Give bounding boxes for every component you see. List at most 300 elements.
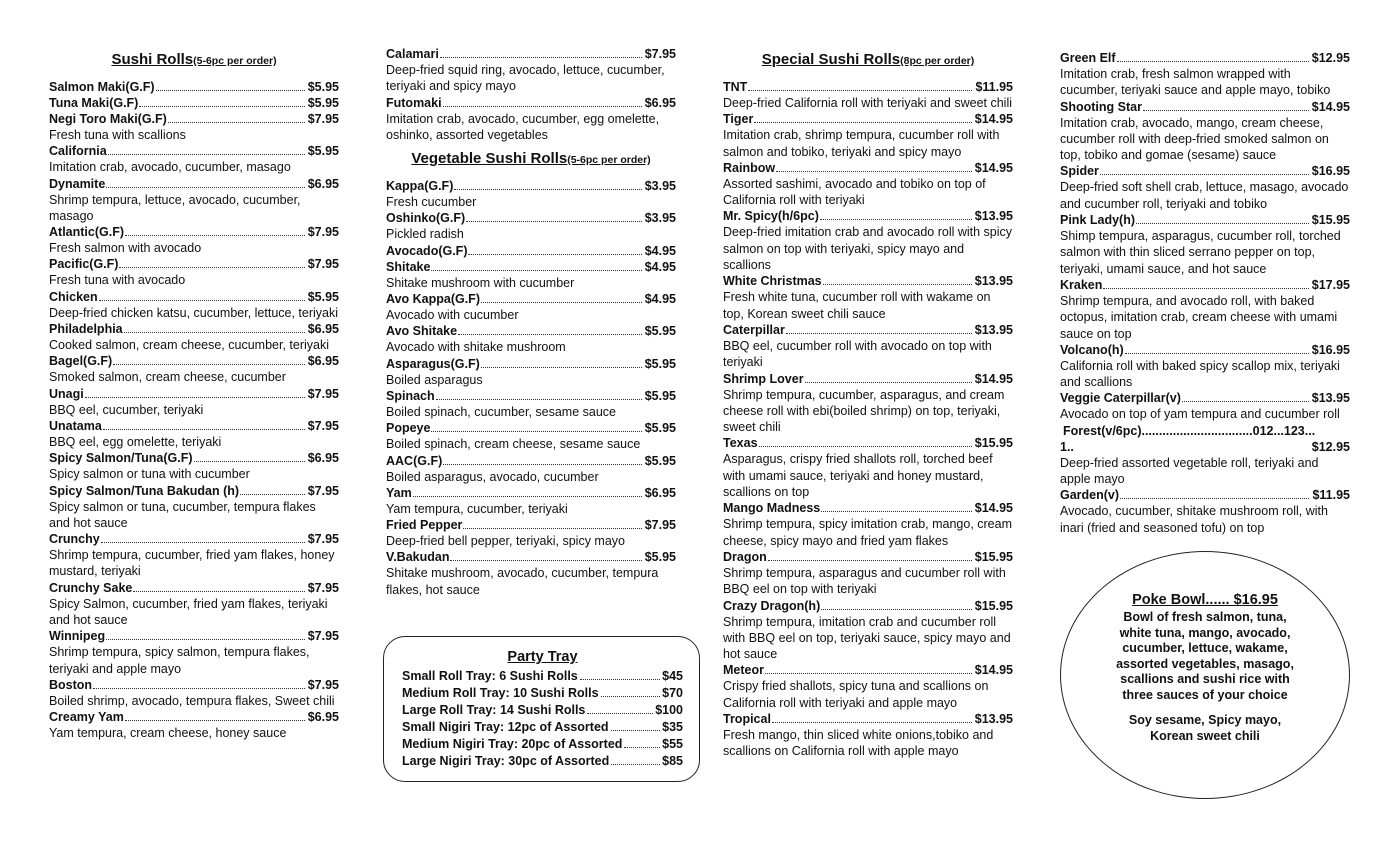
menu-item-price: $15.95 <box>974 549 1013 564</box>
menu-item-desc: Yam tempura, cucumber, teriyaki <box>386 501 568 516</box>
forest-head <box>1060 423 1350 439</box>
menu-item-name: Green Elf <box>1060 51 1116 65</box>
menu-item <box>386 388 676 420</box>
vegetable-rolls-title: Vegetable Sushi Rolls(5-6pc per order) <box>411 150 651 168</box>
menu-item <box>1060 99 1350 164</box>
menu-item <box>1060 50 1350 99</box>
menu-item-head <box>386 46 676 62</box>
menu-item-desc: Boiled shrimp, avocado, tempura flakes, Sweet chili <box>49 693 335 708</box>
menu-item-desc: Boiled asparagus <box>386 372 483 387</box>
menu-item-name: Atlantic(G.F) <box>49 225 124 240</box>
dot-leader <box>113 353 305 365</box>
menu-item-price: $11.95 <box>975 80 1013 94</box>
menu-item-head <box>49 224 339 240</box>
dot-leader <box>106 628 305 640</box>
menu-item-price: $14.95 <box>974 160 1013 175</box>
dot-leader <box>1125 342 1309 354</box>
menu-item <box>49 628 339 677</box>
dot-leader <box>133 580 304 592</box>
menu-item-head <box>49 483 339 499</box>
menu-item-name: Unagi <box>49 386 84 401</box>
menu-item-head <box>723 273 1013 289</box>
menu-item-name: Kappa(G.F) <box>386 179 454 194</box>
menu-item-desc: Fresh mango, thin sliced white onions,tobiko and scallions on California roll with apple mayo <box>723 728 994 759</box>
menu-item-head <box>723 79 1013 95</box>
menu-item <box>49 677 339 709</box>
menu-item-desc: Cooked salmon, cream cheese, cucumber, teriyaki <box>49 338 329 353</box>
menu-item-head <box>1060 50 1350 66</box>
menu-item-head <box>723 435 1013 451</box>
menu-item-desc: Deep-fried squid ring, avocado, lettuce, cucumber, teriyaki and spicy mayo <box>386 63 665 94</box>
dot-leader <box>443 95 642 107</box>
menu-item-name: Salmon Maki(G.F) <box>49 80 155 94</box>
dot-leader <box>119 256 304 268</box>
menu-item <box>723 598 1013 663</box>
menu-item-price: $15.95 <box>974 436 1013 451</box>
menu-item-name: Chicken <box>49 289 98 304</box>
menu-item-name: Crazy Dragon(h) <box>723 598 821 613</box>
party-tray-row <box>402 719 683 736</box>
menu-item-name: Tuna Maki(G.F) <box>49 96 139 110</box>
menu-item-price: $13.95 <box>974 209 1013 224</box>
menu-item <box>723 208 1013 273</box>
forest-line2: 1.. <box>1060 439 1074 454</box>
menu-item-desc: Pickled radish <box>386 227 464 242</box>
menu-item-name: Calamari <box>386 47 439 61</box>
menu-item-name: Asparagus(G.F) <box>386 356 480 371</box>
menu-item-head <box>49 418 339 434</box>
menu-item-head <box>386 291 676 307</box>
menu-item-price: $5.95 <box>644 356 676 371</box>
menu-item-head <box>49 386 339 402</box>
dot-leader <box>624 736 660 748</box>
menu-item <box>49 709 339 741</box>
dot-leader <box>125 709 305 721</box>
menu-item-name: California <box>49 144 107 159</box>
menu-item-price: $14.95 <box>974 663 1013 678</box>
menu-item-price: $7.95 <box>307 112 339 126</box>
dot-leader <box>1100 163 1309 175</box>
dot-leader <box>431 420 641 432</box>
menu-item-head <box>386 323 676 339</box>
menu-item-price: $13.95 <box>974 322 1013 337</box>
menu-item <box>49 531 339 580</box>
menu-item-head <box>1060 342 1350 358</box>
menu-item-desc: Assorted sashimi, avocado and tobiko on top of California roll with teriyaki <box>723 176 986 208</box>
menu-item-name: Crunchy Sake <box>49 580 133 595</box>
menu-item-price: $4.95 <box>644 292 676 307</box>
dot-leader <box>99 289 305 301</box>
menu-item-head <box>386 356 676 372</box>
dot-leader <box>1136 212 1309 224</box>
menu-item-desc: Shrimp tempura, cucumber, fried yam flakes, honey mustard, teriyaki <box>49 548 335 579</box>
menu-item-price: $6.95 <box>644 95 676 110</box>
menu-item-name: Yam <box>386 485 412 500</box>
menu-item-name: Mr. Spicy(h/6pc) <box>723 209 819 224</box>
menu-item <box>386 356 676 388</box>
menu-item-name: Shrimp Lover <box>723 371 804 386</box>
menu-item-head <box>723 598 1013 614</box>
menu-item <box>386 517 676 549</box>
menu-item-head <box>723 711 1013 727</box>
dot-leader <box>768 549 972 561</box>
menu-item-desc: Crispy fried shallots, spicy tuna and scallions on California roll with teriyaki and apple mayo <box>723 679 989 710</box>
menu-item-name: Avocado(G.F) <box>386 243 468 258</box>
dot-leader <box>125 224 305 236</box>
menu-item <box>49 321 339 353</box>
vegetable-column <box>386 47 676 598</box>
menu-item-price: $6.95 <box>307 176 339 191</box>
menu-item-head <box>49 143 339 159</box>
menu-item-head <box>49 450 339 466</box>
menu-item-desc: Deep-fried bell pepper, teriyaki, spicy mayo <box>386 534 626 549</box>
menu-item-head <box>49 709 339 725</box>
menu-item <box>723 662 1013 711</box>
menu-item-desc: Deep-fried chicken katsu, cucumber, lettuce, teriyaki <box>49 305 339 320</box>
menu-item-name: Boston <box>49 677 93 692</box>
menu-item <box>49 386 339 418</box>
menu-item-desc: Boiled spinach, cream cheese, sesame sauce <box>386 437 641 452</box>
menu-item <box>386 453 676 485</box>
menu-item-name: Tropical <box>723 712 771 727</box>
menu-item-desc: Shrimp tempura, and avocado roll, with baked octopus, imitation crab, cream cheese with umami sauce on top <box>1060 293 1338 341</box>
menu-item-desc: Yam tempura, cream cheese, honey sauce <box>49 726 287 741</box>
menu-item-desc: Fresh white tuna, cucumber roll with wakame on top, Korean sweet chili sauce <box>723 290 991 321</box>
menu-item-name: Dynamite <box>49 176 106 191</box>
dot-leader <box>1182 390 1309 402</box>
menu-item-price: $14.95 <box>1311 99 1350 114</box>
col4-column <box>1060 50 1350 536</box>
menu-item-desc: California roll with baked spicy scallop mix, teriyaki and scallions <box>1060 358 1340 390</box>
poke-bowl-sauces: Soy sesame, Spicy mayo, Korean sweet chili <box>1128 713 1282 743</box>
dot-leader <box>454 178 641 190</box>
dot-leader <box>466 210 642 222</box>
menu-item-name: Philadelphia <box>49 322 123 337</box>
menu-item-name: Negi Toro Maki(G.F) <box>49 112 167 126</box>
menu-item-desc: Shimp tempura, asparagus, cucumber roll, torched salmon with thin sliced serrano pepper on top, teriyaki, umami sauce, and hot sauce <box>1060 229 1341 276</box>
menu-item-head <box>49 353 339 369</box>
party-tray-row <box>402 668 683 685</box>
dot-leader <box>772 711 972 723</box>
menu-item-name: V.Bakudan <box>386 550 450 565</box>
party-tray-price: $70 <box>662 686 683 700</box>
menu-item-price: $5.95 <box>644 324 676 339</box>
menu-item-head <box>723 160 1013 176</box>
menu-item-desc: Imitation crab, avocado, mango, cream cheese, cucumber roll with deep-fried smoked salmon on top, tobiko and gomae (sesame) sauce <box>1060 115 1329 163</box>
menu-item-head <box>1060 277 1350 293</box>
menu-item-name: Spicy Salmon/Tuna(G.F) <box>49 451 193 466</box>
menu-item-desc: Shrimp tempura, imitation crab and cucumber roll with BBQ eel on top, teriyaki sauce, spicy mayo and hot sauce <box>723 614 1011 662</box>
menu-item <box>49 224 339 256</box>
menu-item-head <box>386 210 676 226</box>
menu-item-head <box>49 628 339 644</box>
menu-item-price: $5.95 <box>307 80 339 94</box>
menu-item-desc: Avocado on top of yam tempura and cucumber roll <box>1060 407 1340 422</box>
menu-item-name: Oshinko(G.F) <box>386 211 466 226</box>
menu-item-price: $7.95 <box>644 518 676 533</box>
menu-item-desc: BBQ eel, cucumber roll with avocado on top with teriyaki <box>723 338 992 370</box>
dot-leader <box>108 143 305 155</box>
menu-item-price: $5.95 <box>644 453 676 468</box>
menu-item <box>49 95 339 111</box>
menu-item-name: Avo Shitake <box>386 324 458 339</box>
dot-leader <box>776 160 972 172</box>
dot-leader <box>821 598 972 610</box>
menu-item-head <box>49 531 339 547</box>
poke-bowl-desc: Bowl of fresh salmon, tuna, white tuna, mango, avocado, cucumber, lettuce, wakame, assorted vegetables, masago, scallions and sushi rice with three sauces of your choice <box>1116 610 1294 702</box>
dot-leader <box>124 321 305 333</box>
menu-item-desc: Shitake mushroom with cucumber <box>386 275 575 290</box>
party-tray-price: $100 <box>655 703 683 717</box>
party-tray-rows <box>402 668 683 770</box>
menu-item-price: $17.95 <box>1311 277 1350 292</box>
party-tray-title: Party Tray <box>507 649 578 665</box>
dot-leader <box>821 500 972 512</box>
menu-item-head <box>386 388 676 404</box>
menu-item-name: Spinach <box>386 388 435 403</box>
forest-desc: Deep-fried assorted vegetable roll, teriyaki and apple mayo <box>1060 455 1319 487</box>
menu-item-price: $15.95 <box>1311 213 1350 228</box>
party-tray-price: $85 <box>662 754 683 768</box>
menu-item-price: $5.95 <box>644 388 676 403</box>
menu-item <box>723 273 1013 322</box>
menu-item-name: Fried Pepper <box>386 518 463 533</box>
menu-item-price: $13.95 <box>974 712 1013 727</box>
menu-item <box>1060 277 1350 342</box>
menu-item <box>49 111 339 143</box>
menu-item <box>723 549 1013 598</box>
dot-leader <box>450 549 641 561</box>
menu-item <box>1060 390 1350 422</box>
menu-item-name: Mango Madness <box>723 501 821 516</box>
special-rolls-list <box>723 79 1013 760</box>
menu-item-head <box>49 176 339 192</box>
dot-leader <box>805 371 972 383</box>
menu-item <box>386 243 676 259</box>
menu-item <box>386 210 676 242</box>
party-tray-box <box>383 636 700 782</box>
menu-item-head <box>723 322 1013 338</box>
menu-item-name: Veggie Caterpillar(v) <box>1060 391 1181 406</box>
menu-item <box>1060 212 1350 277</box>
party-tray-price: $35 <box>662 720 683 734</box>
menu-item-name: Texas <box>723 436 758 451</box>
menu-item-price: $5.95 <box>307 96 339 110</box>
dot-leader <box>823 273 972 285</box>
menu-item <box>386 549 676 598</box>
menu-item-name: Volcano(h) <box>1060 342 1124 357</box>
dot-leader <box>786 322 972 334</box>
dot-leader <box>1143 99 1309 111</box>
garden-desc: Avocado, cucumber, shitake mushroom roll, with inari (fried and seasoned tofu) on top <box>1060 504 1328 535</box>
menu-item-name: AAC(G.F) <box>386 453 443 468</box>
menu-item-desc: Shrimp tempura, spicy salmon, tempura flakes, teriyaki and apple mayo <box>49 645 310 676</box>
menu-item-desc: Fresh cucumber <box>386 195 477 210</box>
menu-item <box>723 371 1013 436</box>
dot-leader <box>481 356 642 368</box>
party-tray-name: Medium Nigiri Tray: 20pc of Assorted <box>402 737 623 751</box>
menu-item-price: $7.95 <box>307 225 339 240</box>
dot-leader <box>601 685 661 697</box>
menu-item-name: Creamy Yam <box>49 710 124 725</box>
menu-item <box>723 500 1013 549</box>
party-tray-price: $45 <box>662 669 683 683</box>
menu-item-desc: Imitation crab, shrimp tempura, cucumber roll with salmon and tobiko, teriyaki and spicy mayo <box>723 128 1000 159</box>
menu-item <box>386 178 676 210</box>
party-tray-row <box>402 702 683 719</box>
party-tray-name: Large Nigiri Tray: 30pc of Assorted <box>402 754 610 768</box>
menu-item-head <box>723 500 1013 516</box>
menu-item-price: $13.95 <box>1311 391 1350 406</box>
menu-item-name: Rainbow <box>723 160 776 175</box>
vegetable-rolls-list <box>386 178 676 598</box>
dot-leader <box>443 453 641 465</box>
menu-item-head <box>49 79 339 95</box>
dot-leader <box>1103 277 1308 289</box>
menu-item-head <box>723 111 1013 127</box>
special-rolls-column <box>723 50 1013 760</box>
menu-item-price: $3.95 <box>644 179 676 194</box>
menu-item <box>386 95 676 144</box>
menu-item-head <box>386 485 676 501</box>
menu-item-name: Bagel(G.F) <box>49 354 113 369</box>
menu-item <box>723 111 1013 160</box>
menu-item-desc: Spicy salmon or tuna with cucumber <box>49 467 250 482</box>
special-rolls-title: Special Sushi Rolls(8pc per order) <box>761 51 975 68</box>
menu-item-price: $7.95 <box>307 677 339 692</box>
sushi-rolls-list <box>49 79 339 742</box>
dot-leader <box>748 79 972 91</box>
garden-item <box>1060 487 1350 536</box>
forest-price: $12.95 <box>1311 439 1350 454</box>
menu-item-name: Avo Kappa(G.F) <box>386 292 480 307</box>
dot-leader <box>240 483 305 495</box>
party-tray-name: Small Roll Tray: 6 Sushi Rolls <box>402 669 578 683</box>
menu-item <box>49 176 339 225</box>
menu-item-desc: Fresh salmon with avocado <box>49 241 202 256</box>
party-tray-price: $55 <box>662 737 683 751</box>
menu-item-price: $14.95 <box>974 501 1013 516</box>
dot-leader <box>759 435 972 447</box>
dot-leader <box>413 485 642 497</box>
dot-leader <box>820 208 972 220</box>
dot-leader <box>580 668 660 680</box>
menu-item <box>386 46 676 95</box>
menu-item-price: $13.95 <box>974 274 1013 289</box>
dot-leader <box>106 176 304 188</box>
menu-item <box>49 450 339 482</box>
menu-item-name: TNT <box>723 80 748 94</box>
menu-item-price: $4.95 <box>644 259 676 274</box>
menu-item-desc: BBQ eel, cucumber, teriyaki <box>49 402 204 417</box>
menu-item-price: $3.95 <box>644 211 676 226</box>
menu-item-price: $7.95 <box>307 532 339 547</box>
menu-item-head <box>386 420 676 436</box>
menu-item-price: $14.95 <box>974 112 1013 127</box>
menu-item <box>723 79 1013 111</box>
menu-item-name: Crunchy <box>49 532 100 547</box>
menu-item-price: $16.95 <box>1311 342 1350 357</box>
menu-item-price: $5.95 <box>307 289 339 304</box>
party-tray-name: Medium Roll Tray: 10 Sushi Rolls <box>402 686 599 700</box>
menu-item-head <box>49 95 339 111</box>
poke-bowl-title: Poke Bowl...... $16.95 <box>1132 592 1278 608</box>
menu-item <box>49 483 339 532</box>
menu-item-head <box>386 453 676 469</box>
dot-leader <box>611 753 660 765</box>
menu-item-desc: Avocado with cucumber <box>386 308 519 323</box>
menu-item <box>49 580 339 629</box>
menu-item-head <box>386 517 676 533</box>
menu-item-price: $7.95 <box>644 47 676 61</box>
menu-item-head <box>49 321 339 337</box>
poke-bowl-circle <box>1060 551 1350 799</box>
menu-item-desc: Fresh tuna with avocado <box>49 273 186 288</box>
menu-item-price: $6.95 <box>307 451 339 466</box>
menu-item-name: Shitake <box>386 259 431 274</box>
party-tray-row <box>402 753 683 770</box>
forest-line1: Forest(v/6pc)................................012...123... <box>1063 423 1316 438</box>
menu-item-desc: Boiled spinach, cucumber, sesame sauce <box>386 404 616 419</box>
menu-item-head <box>723 371 1013 387</box>
party-tray-name: Small Nigiri Tray: 12pc of Assorted <box>402 720 609 734</box>
menu-item-price: $12.95 <box>1311 51 1350 65</box>
menu-item <box>723 322 1013 371</box>
menu-item-name: Pacific(G.F) <box>49 257 119 272</box>
menu-item-desc: Asparagus, crispy fried shallots roll, torched beef with umami sauce, teriyaki and honey mustard, scallions on top <box>723 452 993 500</box>
forest-head-2 <box>1060 439 1350 455</box>
menu-item <box>386 485 676 517</box>
menu-item-price: $6.95 <box>644 485 676 500</box>
menu-item-desc: Spicy Salmon, cucumber, fried yam flakes, teriyaki and hot sauce <box>49 596 328 628</box>
menu-item-name: Meteor <box>723 663 764 678</box>
menu-item-price: $6.95 <box>307 322 339 337</box>
sushi-rolls-title: Sushi Rolls(5-6pc per order) <box>111 51 277 68</box>
menu-item-head <box>386 549 676 565</box>
menu-item-desc: Shrimp tempura, spicy imitation crab, mango, cream cheese, spicy mayo and fried yam flakes <box>723 517 1012 548</box>
menu-item-desc: Imitation crab, fresh salmon wrapped with cucumber, teriyaki sauce and apple mayo, tobiko <box>1060 67 1331 98</box>
menu-item-desc: Shitake mushroom, avocado, cucumber, tempura flakes, hot sauce <box>386 566 659 597</box>
menu-item <box>49 256 339 288</box>
dot-leader <box>431 259 641 271</box>
menu-item-head <box>386 243 676 259</box>
dot-leader <box>754 111 971 123</box>
menu-item <box>723 435 1013 500</box>
dot-leader <box>458 323 642 335</box>
dot-leader <box>463 517 641 529</box>
menu-item-desc: Shrimp tempura, cucumber, asparagus, and cream cheese roll with ebi(boiled shrimp) on top, teriyaki, sweet chili <box>723 387 1005 435</box>
menu-item <box>386 291 676 323</box>
menu-item-head <box>386 95 676 111</box>
menu-item-name: Caterpillar <box>723 322 785 337</box>
menu-item-head <box>49 580 339 596</box>
menu-item-name: Shooting Star <box>1060 99 1142 114</box>
menu-item <box>49 289 339 321</box>
dot-leader <box>587 702 653 714</box>
dot-leader <box>85 386 305 398</box>
menu-item-head <box>49 256 339 272</box>
dot-leader <box>481 291 642 303</box>
sushi-rolls-column <box>49 50 339 742</box>
menu-item-head <box>723 662 1013 678</box>
menu-item <box>49 79 339 95</box>
menu-item-head <box>49 677 339 693</box>
menu-item-price: $7.95 <box>307 629 339 644</box>
menu-item-price: $6.95 <box>307 710 339 725</box>
menu-item <box>1060 342 1350 391</box>
menu-item-name: White Christmas <box>723 274 822 289</box>
dot-leader <box>1120 487 1309 499</box>
